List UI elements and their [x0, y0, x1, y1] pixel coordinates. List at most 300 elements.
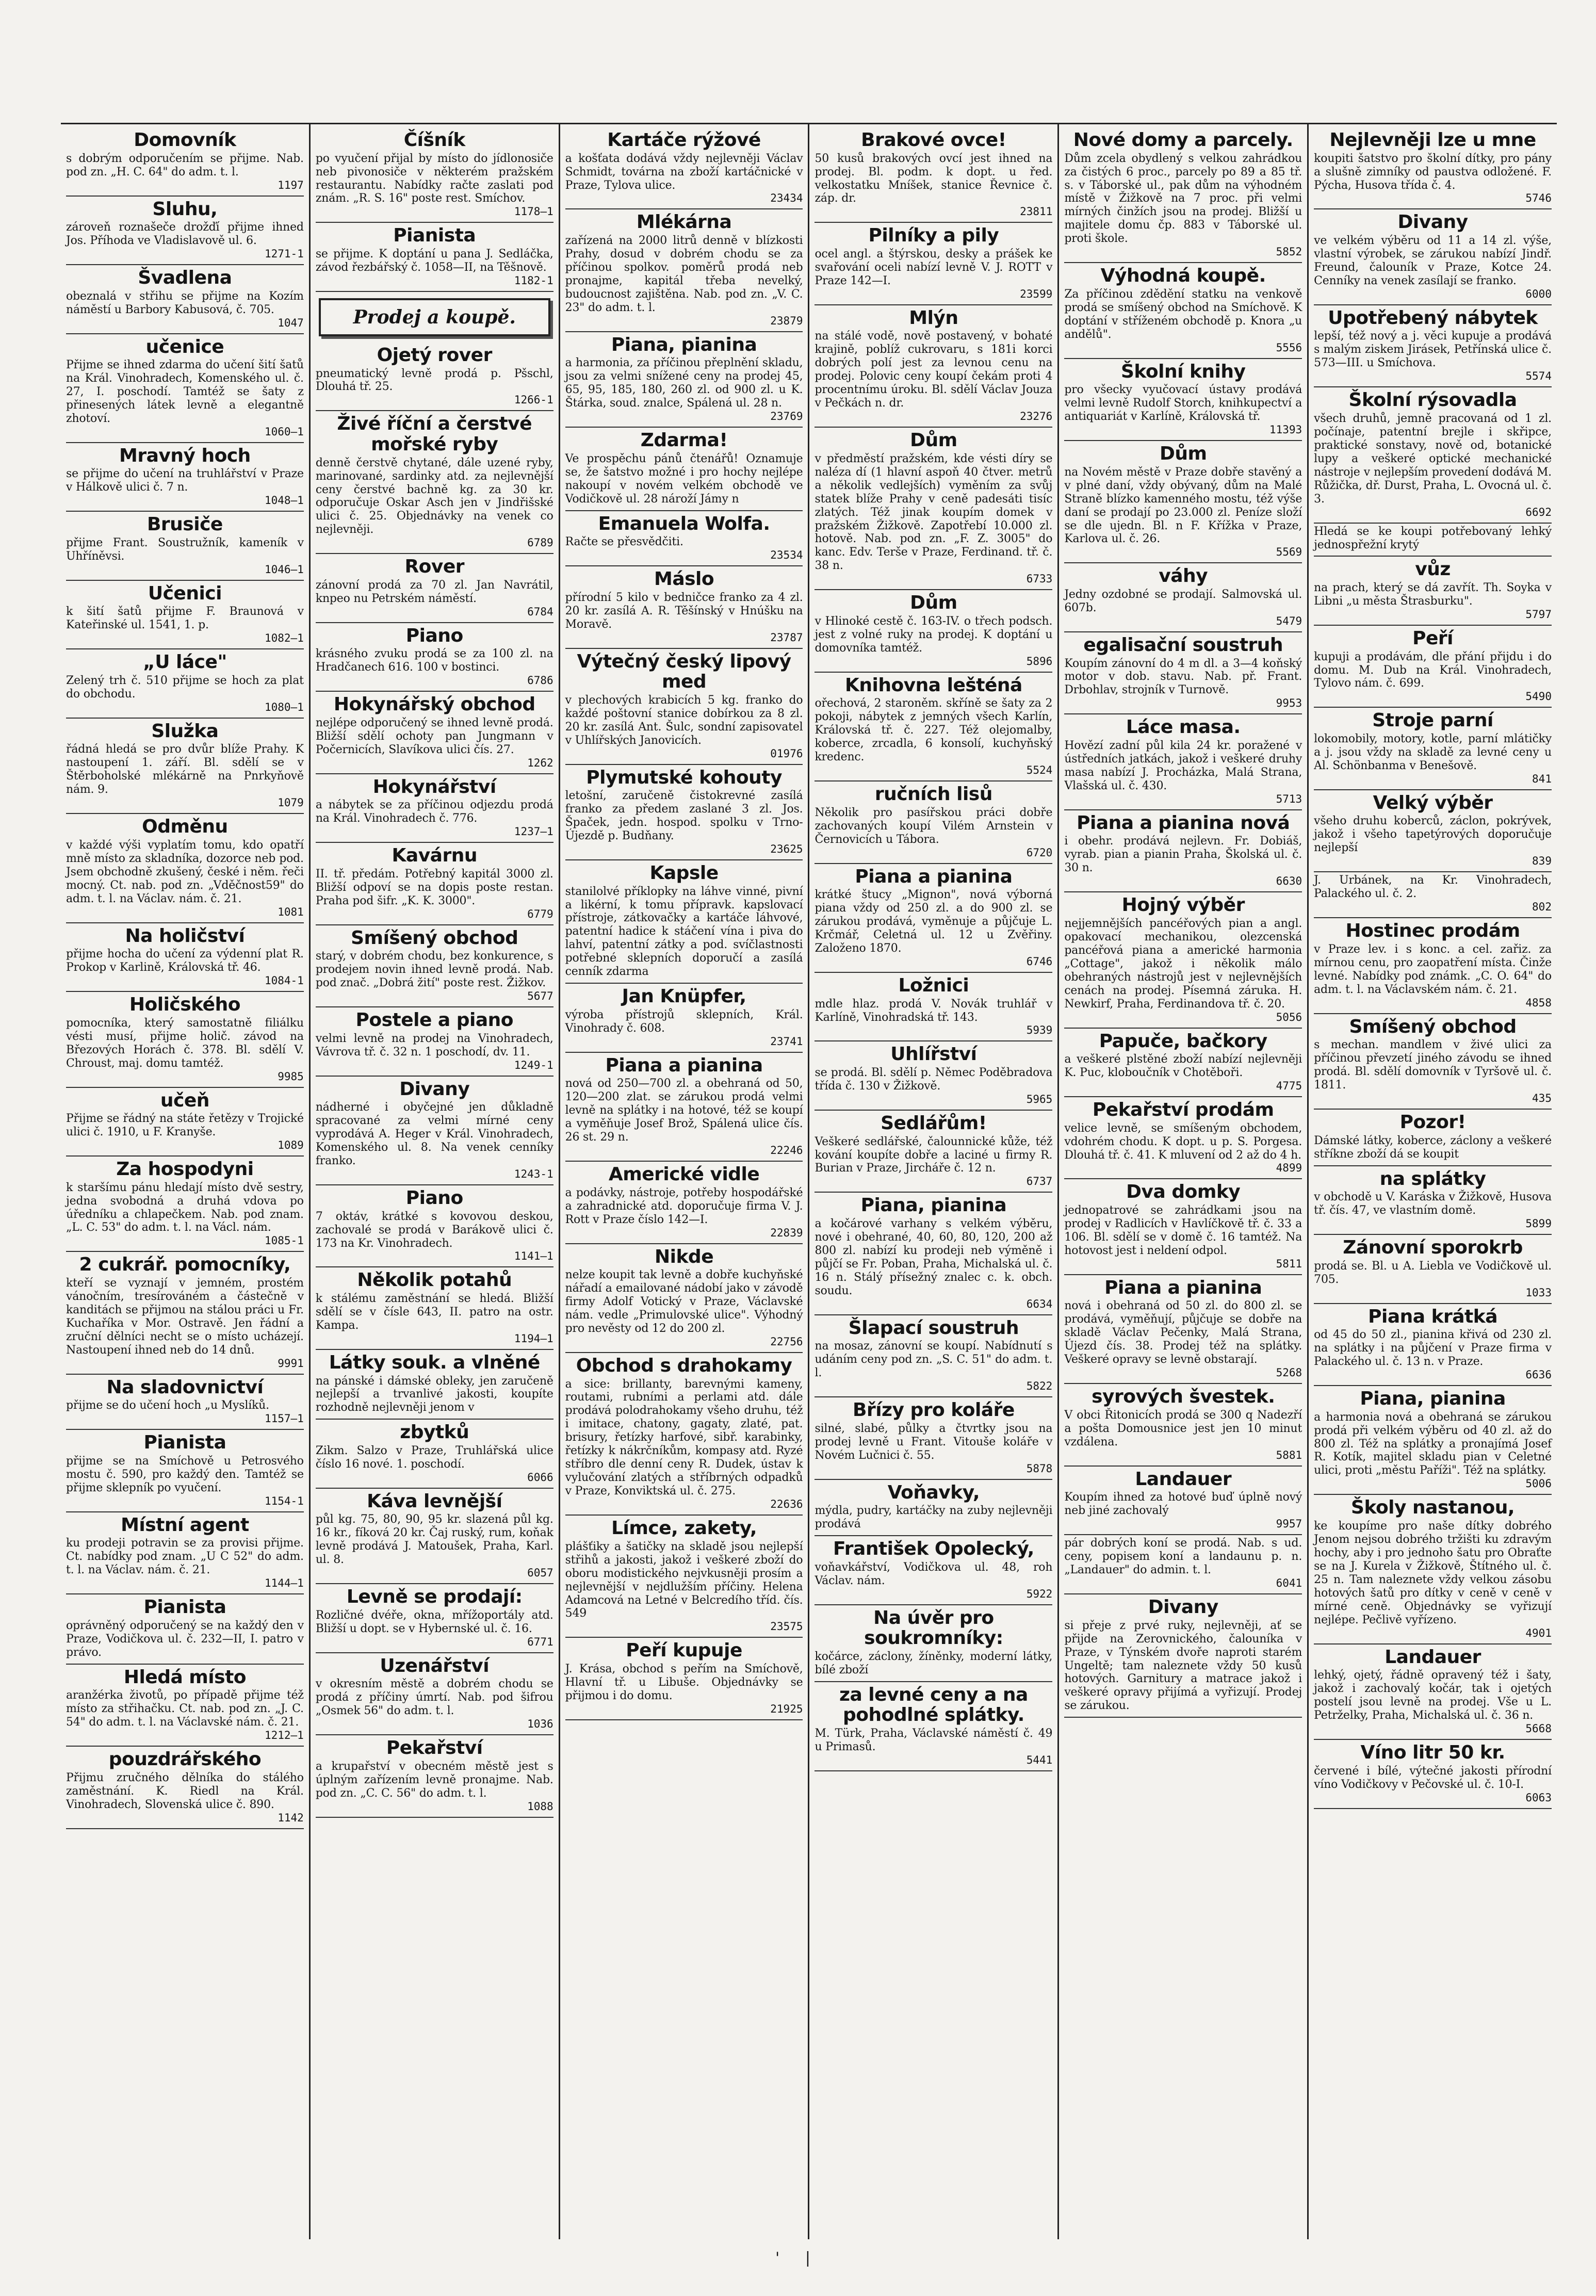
ad-reference-number: 22756 [770, 1335, 803, 1348]
classified-ad [1314, 1386, 1552, 1495]
ad-title: učenice [145, 336, 224, 357]
ad-body: mýdla, pudry, kartáčky na zuby nejlevněji prodává [815, 1504, 1053, 1531]
ad-title: Velký výběr [1373, 792, 1493, 813]
ad-body: v Hlinoké cestě č. 163-IV. o třech podsch. jest z volné ruky na prodej. K doptání u domovníka tamtéž. [815, 614, 1053, 655]
classified-ad [1314, 1110, 1552, 1166]
ad-reference-number: 6692 [1525, 506, 1552, 518]
classified-ad [1064, 441, 1302, 563]
classified-ad [565, 511, 803, 567]
ad-body: Za příčinou zdědění statku na venkově prodá se smíšený obchod na Smíchově. K doptání v stříženém obchodě p. Knora „u andělů". [1064, 287, 1302, 341]
ad-title: Piana a pianina [855, 866, 1013, 887]
ad-reference-number: 23575 [770, 1620, 803, 1633]
classified-ad [565, 209, 803, 332]
classified-ad [1314, 127, 1552, 209]
ad-reference-number: 1271-1 [264, 248, 304, 260]
classified-ad [815, 1536, 1052, 1605]
classified-ad [66, 443, 304, 512]
classified-ad [316, 1185, 553, 1267]
ad-title: Piana a pianina [1104, 1277, 1262, 1298]
ad-body: pro všecky vyučovací ústavy prodává velmi levně Rudolf Storch, knihkupectví a antiquariát v Karlíně, Královská tř. [1064, 383, 1302, 424]
ad-body: zároveň roznašeče drožďí přijme ihned Jos. Příhoda ve Vladislavově ul. 6. [66, 221, 304, 248]
ad-body: ku prodeji potravin se za provisi přijme. Ct. nabídky pod znam. „U C 52" do adm. t. l. na Václav. nám. č. 21. [66, 1537, 304, 1577]
classified-ad [1064, 1179, 1302, 1275]
ad-body: nová i obehraná od 50 zl. do 800 zl. se prodává, vyměňují, půjčuje se dobře na skladě Václav Pečenky, Malá Strana, Újezd čís. 38. Prodej též na splátky. Veškeré opravy se levně obstarají. [1064, 1299, 1302, 1366]
ad-title: Dům [910, 592, 957, 614]
classified-ad [1314, 1495, 1552, 1644]
ad-column-4 [809, 124, 1059, 2239]
ad-title: Peří kupuje [626, 1640, 742, 1662]
ad-title: Smíšený obchod [1349, 1016, 1517, 1037]
ad-reference-number: 1048—1 [264, 494, 304, 507]
ad-reference-number: 4901 [1525, 1626, 1552, 1639]
classified-ad [1314, 387, 1552, 523]
ad-body: a sice: brillanty, barevnými kameny, routami, rubními a perlami atd. dále prodává polodrahokamy všeho druhu, též i imitace, chatony, gagaty, zlaté, pat. brisury, řetízky harfové, sibř. karabinky, řetízky k nákrčníkům, kompasy atd. Ryzé stříbro dle denní ceny R. Dudek, ústav k vylučování zlatých a stříbrných odpadků v Praze, Konviktská ul. č. 275. [565, 1377, 803, 1498]
ad-body: denně čerstvě chytané, dále uzené ryby, marinované, sardinky atd. za nejlevnější ceny čerstvé bachně kg. za 30 kr. odporučuje Oskar Asch jen v Jindřišské ulici č. 25. Objednávky na venek co nejlevněji. [315, 456, 553, 536]
ad-reference-number: 1082—1 [264, 632, 304, 645]
ad-body: Ve prospěchu pánů čtenářů! Oznamuje se, že šatstvo možné i pro hochy nejlépe nakoupí v novém velkém obchodě ve Vodičkově ul. 28 nároží Jámy n [565, 452, 803, 506]
ad-body: přijme se do učení hoch „u Myslíků. [66, 1399, 269, 1412]
classified-ad [316, 1007, 553, 1077]
classified-ad [565, 1162, 803, 1244]
ad-title: Hostinec prodám [1345, 920, 1520, 942]
ad-body: v předměstí pražském, kde vésti díry se naléza dí (1 hlavní aspoň 40 čtver. metrů a několik vedlejších) vyměním za svůj statek blíže Prahy v ceně padesáti tisíc zlatých. Též jinak koupím domek v pražském Žižkově. Zapotřebí 10.000 zl. hotově. Nab. pod zn. „F. Z. 3005" do kanc. Edv. Terše v Praze, Ferdinand. tř. č. 38 n. [815, 452, 1053, 573]
ad-body: obeznalá v střihu se přijme na Kozím náměstí u Barbory Kabusová, č. 705. [66, 289, 304, 316]
classified-ad [66, 1512, 304, 1594]
ad-title: Americké vidle [608, 1164, 760, 1185]
ad-column-3 [560, 124, 810, 2239]
ad-reference-number: 5899 [1525, 1217, 1552, 1230]
ad-reference-number: 1089 [278, 1139, 304, 1152]
ad-body: řádná hledá se pro dvůr blíže Prahy. K nastoupení 1. září. Bl. sdělí se v Štěrboholské mlékárně na Pnrkyňově nám. 9. [66, 743, 304, 796]
classified-ad [66, 1665, 304, 1747]
ad-title: Piana a pianina [605, 1054, 763, 1076]
ad-body: velmi levně na prodej na Vinohradech, Vávrova tř. č. 32 n. 1 poschodí, dv. 11. [315, 1032, 553, 1059]
ad-reference-number: 9953 [1276, 697, 1302, 710]
ad-reference-number: 23276 [1020, 410, 1053, 423]
ad-title: Šlapací soustruh [848, 1317, 1019, 1339]
ad-title: Kavárnu [392, 845, 477, 867]
classified-ad [1314, 1644, 1552, 1740]
ad-body: J. Krása, obchod s peřím na Smíchově, Hlavní tř. u Libuše. Objednávky se přijmou i do domu. [565, 1663, 803, 1702]
ad-body: se přijme do učení na truhlářství v Praze v Hálkově ulici č. 7 n. [66, 467, 304, 494]
classified-ad [316, 1584, 553, 1653]
classified-ad [1314, 209, 1552, 305]
classified-ad [1314, 1014, 1552, 1110]
classified-ad [1314, 524, 1552, 557]
classified-ad [1064, 359, 1302, 441]
ad-column-5 [1059, 124, 1309, 2239]
ad-title: na splátky [1379, 1168, 1486, 1190]
classified-ad [815, 1041, 1052, 1111]
ad-reference-number: 1081 [278, 905, 304, 918]
ad-title: Mlýn [909, 307, 958, 329]
ad-body: letošní, zaručeně čistokrevné zasílá franko za předem zaslané 3 zl. Jos. Špaček, jedn. hospod. spolku v Trno-Újezdě p. Budňany. [565, 789, 803, 843]
classified-ad [565, 428, 803, 511]
ad-body: a krupařství v obecném městě jest s úplným zařízením levně pronajme. Nab. pod zn. „C. C. 56" do adm. t. l. [315, 1760, 553, 1800]
classified-ad [1314, 790, 1552, 872]
classified-ad [565, 127, 803, 209]
ad-title: Dům [910, 430, 957, 451]
page-footer-mark: ' | [775, 2249, 821, 2267]
classified-ad [66, 334, 304, 443]
ad-title: Výtečný český lipový med [577, 650, 791, 693]
ad-reference-number: 1178—1 [514, 205, 553, 218]
classified-ad [1314, 1166, 1552, 1235]
ad-reference-number: 1212—1 [264, 1729, 304, 1742]
classified-ad [316, 411, 553, 554]
ad-title: Hledá místo [123, 1666, 247, 1688]
ad-body: Hledá se ke koupi potřebovaný lehký jednospřežní krytý [1314, 525, 1552, 551]
ad-reference-number: 5556 [1276, 341, 1302, 354]
ad-title: vůz [1415, 559, 1451, 580]
ad-title: Pianista [393, 225, 476, 247]
classified-ad [66, 1594, 304, 1664]
classified-ad [815, 864, 1052, 973]
ad-column-1 [61, 124, 311, 2239]
classified-ad [1064, 1097, 1302, 1179]
ad-title: Pianista [143, 1432, 226, 1454]
classified-ad [815, 673, 1052, 781]
ad-body: na pánské i dámské obleky, jen zaručeně nejlepší a trvanlivé jakosti, koupíte rozhodně nejlevněji jenom v [315, 1374, 553, 1414]
section-banner: Prodej a koupě. [319, 298, 550, 336]
ad-reference-number: 23434 [770, 192, 803, 205]
ad-title: Voňavky, [887, 1481, 980, 1503]
classified-ad [1064, 632, 1302, 714]
ad-title: Hojný výběr [1121, 894, 1245, 916]
ad-body: nová od 250—700 zl. a obehraná od 50, 120—200 zlat. se zárukou prodá velmi levně na splátky i na hotové, též se koupí a vyměňuje Josef Brož, Spálená ulice čís. 26 st. 29 n. [565, 1077, 803, 1144]
classified-ad [815, 781, 1052, 864]
ad-title: Místní agent [121, 1514, 249, 1536]
ad-reference-number: 6057 [527, 1567, 553, 1579]
ad-body: na stálé vodě, nově postavený, v bohaté krajině, poblíž cukrovaru, s 181i korci dobrých polí jest za levnou cenu na prodej. Polovic ceny koupí čekám proti 4 procentnímu úroku. Bl. sdělí Václav Jouza v Pečkách n. dr. [815, 330, 1053, 410]
ad-title: Odměnu [142, 816, 228, 838]
classified-ad [565, 984, 803, 1053]
classified-ad [815, 1193, 1052, 1315]
ad-body: aranžérka životů, po případě přijme též místo za střihačku. Ct. nab. pod zn. „J. C. 54" do adm. t. l. na Václavské nám. č. 21. [66, 1689, 304, 1729]
ad-title: Papuče, bačkory [1099, 1030, 1267, 1052]
ad-reference-number: 5797 [1525, 608, 1552, 621]
ad-body: zánovní prodá za 70 zl. Jan Navrátil, knpeo nu Petrském náměstí. [315, 578, 553, 605]
ad-title: Pianista [143, 1597, 226, 1618]
ad-body: Dámské látky, koberce, záclony a veškeré stříkne zboží dá se koupit [1314, 1134, 1552, 1161]
classified-ad [1064, 1029, 1302, 1098]
ad-reference-number: 5677 [527, 990, 553, 1003]
ad-body: oprávněný odporučený se na každý den v Praze, Vodičkova ul. č. 232—II, I. patro v právo. [66, 1619, 304, 1659]
ad-body: Několik pro pasířskou práci dobře zachovaných koupí Vilém Arnstein v Černovicích u Tábora. [815, 806, 1053, 846]
ad-reference-number: 9991 [278, 1357, 304, 1370]
ad-title: Piana, pianina [1360, 1388, 1506, 1410]
ad-reference-number: 5852 [1276, 246, 1302, 258]
ad-reference-number: 1080—1 [264, 701, 304, 713]
classified-ad [1314, 1235, 1552, 1304]
classified-ad [815, 127, 1052, 223]
ad-body: Přijme se řádný na státe řetězy v Trojické ulici č. 1910, u F. Kranyše. [66, 1112, 304, 1139]
ad-column-6 [1309, 124, 1557, 2239]
ad-body: koupiti šatstvo pro školní dítky, pro pány a slušně zimníky od paustva odložené. F. Pýcha, Husova třída č. 4. [1314, 152, 1552, 192]
classified-ad [316, 1267, 553, 1349]
ad-reference-number: 5881 [1276, 1448, 1302, 1461]
ad-body: silné, slabé, půlky a čtvrtky jsou na prodej levně u Frant. Vitouše koláře v Novém Lučnici č. 55. [815, 1422, 1053, 1462]
ad-reference-number: 1033 [1525, 1286, 1552, 1299]
ad-title: Domovník [134, 129, 236, 151]
classified-ad [1314, 872, 1552, 918]
ad-body: pneumatický levně prodá p. Pšschl, Dlouhá tř. 25. [315, 367, 553, 394]
classified-ad [316, 1489, 553, 1584]
classified-ad [1064, 263, 1302, 359]
ad-body: Zelený trh č. 510 přijme se hoch za plat do obchodu. [66, 674, 304, 701]
ad-body: velice levně, se smíšeným obchodem, vdohrém chodu. K dopt. u p. S. Porgesa. Dlouhá tř. č. 41. K mluvení od 2 až do 4 h. [1064, 1121, 1302, 1162]
ad-body: po vyučení přijal by místo do jídlonosiče neb pivonosiče v některém pražském restaurantu. Nabídky račte zaslati pod znám. „R. S. 16" poste rest. Smíchov. [315, 152, 553, 205]
ad-title: Školní knihy [1120, 361, 1246, 382]
classified-ad [815, 973, 1052, 1042]
ad-body: nejlépe odporučený se ihned levně prodá. Bližší sdělí ochoty pan Jungmann v Počernicích, Slavíkova ulici čís. 27. [315, 716, 553, 756]
ad-body: na Novém městě v Praze dobře stavěný a v plné daní, vždy obývaný, dům na Malé Straně blízko kamenného mostu, též výše daní se prodají po 23.000 zl. Peníze složí se dle ujedn. Bl. n F. Křížka v Praze, Karlova ul. č. 26. [1064, 465, 1302, 546]
classified-ad [1064, 1594, 1302, 1718]
ad-title: Pekařství prodám [1092, 1099, 1274, 1121]
ad-body: Koupím ihned za hotové buď úplně nový neb jiné zachovalý [1064, 1491, 1302, 1518]
ad-reference-number: 1036 [527, 1718, 553, 1731]
ad-reference-number: 5268 [1276, 1366, 1302, 1379]
ad-title: Uhlířství [890, 1044, 977, 1065]
ad-body: půl kg. 75, 80, 90, 95 kr. slazená půl kg. 16 kr., fíková 20 kr. Čaj ruský, rum, koňak levně prodává J. Matoušek, Praha, Karl. ul. 8. [315, 1513, 553, 1567]
ad-body: na mosaz, zánovní se koupí. Nabídnutí s udáním ceny pod zn. „S. C. 51" do adm. t. l. [815, 1340, 1053, 1380]
ad-title: Divany [1148, 1597, 1218, 1618]
ad-title: Pilníky a pily [868, 225, 999, 247]
ad-reference-number: 5006 [1525, 1477, 1552, 1490]
classified-ad [66, 1747, 304, 1829]
ad-reference-number: 5569 [1276, 546, 1302, 559]
classified-ad [66, 1252, 304, 1374]
ad-title: Piana a pianina nová [1077, 812, 1290, 834]
ad-title: Landauer [1135, 1468, 1232, 1490]
ad-reference-number: 5965 [1026, 1093, 1053, 1105]
ad-reference-number: 5490 [1525, 690, 1552, 703]
ad-body: kupuji a prodávám, dle přání přijdu i do domu. M. Dub na Král. Vinohradech, Tylovo nám. č. 699. [1314, 650, 1552, 690]
ad-body: s dobrým odporučením se přijme. Nab. pod zn. „H. C. 64" do adm. t. l. [66, 152, 304, 178]
ad-reference-number: 1154-1 [264, 1494, 304, 1507]
ad-title: egalisační soustruh [1083, 634, 1283, 656]
ad-body: k šití šatů přijme F. Braunová v Kateřinské ul. 1541, 1. p. [66, 605, 304, 632]
ad-title: Látky souk. a vlněné [329, 1351, 540, 1373]
ad-title: Živé říční a čerstvé mořské ryby [337, 413, 532, 455]
ad-title: Za hospodyni [116, 1159, 254, 1180]
classified-ad [565, 332, 803, 428]
classified-ad [815, 428, 1052, 590]
ad-reference-number: 1249-1 [514, 1059, 553, 1071]
ad-body: lepší, též nový a j. věci kupuje a prodává s malým ziskem Jirásek, Petřínská ulice č. 573—III. u Smíchova. [1314, 330, 1552, 370]
ad-title: Sluhu, [152, 198, 218, 220]
ad-body: Dům zcela obydlený s velkou zahrádkou za čistých 6 proc., parcely po 89 a 85 tř. s. v Táborské ul., pak dům na výhodném místě v Žižkově na 7 proc. při velmi mírných činžích jsou na prodej. Bližší u majitele domu čp. 883 v Táborské ul. proti škole. [1064, 152, 1302, 246]
classified-ad [66, 992, 304, 1087]
ad-body: všeho druhu koberců, záclon, pokrývek, jakož i všeho tapetýrových doporučuje nejlepší [1314, 815, 1552, 855]
ad-reference-number: 5713 [1276, 792, 1302, 805]
ad-body: pomocníka, který samostatně filiálku vésti musí, přijme holič. závod na Březových Horách č. 378. Bl. sdělí V. Chroust, maj. domu tamtéž. [66, 1016, 304, 1070]
ad-title: Kapsle [649, 862, 719, 884]
ad-body: starý, v dobrém chodu, bez konkurence, s prodejem novin ihned levně prodá. Nab. pod znač. „Dobrá žití" poste rest. Žižkov. [315, 950, 553, 990]
classified-ad [66, 512, 304, 581]
ad-reference-number: 6746 [1026, 955, 1053, 968]
ad-title: Máslo [654, 568, 714, 590]
ad-reference-number: 839 [1532, 855, 1552, 868]
ad-title: pouzdrářského [108, 1749, 262, 1770]
ad-title: Na úvěr pro soukromníky: [864, 1607, 1003, 1649]
ad-reference-number: 1046—1 [264, 563, 304, 576]
classified-ad [66, 265, 304, 334]
classified-ad [815, 590, 1052, 672]
classified-sheet [61, 123, 1557, 2239]
ad-body: ořechová, 2 staroněm. skříně se šaty za 2 pokoji, nábytek z jemných všech Karlín, Královská tř. č. 227. Též olejomalby, koberce, zrcadla, 6 konsolí, kuchyňský kredenc. [815, 697, 1053, 764]
classified-ad [66, 581, 304, 650]
ad-title: Víno litr 50 kr. [1360, 1742, 1505, 1763]
ad-body: kočárce, záclony, žíněnky, moderní látky, bílé zboží [815, 1650, 1053, 1676]
ad-reference-number: 5746 [1525, 192, 1552, 205]
ad-title: Brusiče [146, 514, 223, 535]
ad-reference-number: 5896 [1026, 655, 1053, 667]
classified-ad [66, 814, 304, 923]
classified-ad [316, 554, 553, 623]
ad-reference-number: 5668 [1525, 1722, 1552, 1735]
classified-ad [565, 765, 803, 860]
ad-reference-number: 6720 [1026, 846, 1053, 859]
ad-reference-number: 6041 [1276, 1577, 1302, 1590]
ad-reference-number: 23625 [770, 842, 803, 855]
ad-reference-number: 6771 [527, 1635, 553, 1648]
ad-title: syrových švestek. [1092, 1386, 1275, 1408]
ad-title: Emanuela Wolfa. [598, 513, 770, 534]
ad-title: Mravný hoch [119, 445, 251, 466]
ad-reference-number: 4858 [1525, 996, 1552, 1009]
classified-ad [66, 197, 304, 266]
classified-ad [316, 223, 553, 292]
ad-body: si přeje z prvé ruky, nejlevněji, ať se přijde na Zerovnického, čalouníka v Praze, v Týnském dvoře naproti starém Ungeltě; tam naleznete vždy 50 kusů hotových. Garnitury a matrace jakož i veškeré opravy přijímá a vyřizují. Prodej se zárukou. [1064, 1619, 1302, 1713]
ad-reference-number: 1243-1 [514, 1168, 553, 1181]
ad-body: ve velkém výběru od 11 a 14 zl. výše, vlastní výrobek, se zárukou nabízí Jindř. Freund, čalouník v Praze, Kotce 24. Cenníky na venek zasílají se franko. [1314, 234, 1552, 287]
ad-title: Divany [1397, 211, 1468, 233]
classified-ad [565, 649, 803, 765]
ad-body: M. Türk, Praha, Václavské náměstí č. 49 u Primasů. [815, 1727, 1053, 1753]
ad-title: Školní rýsovadla [1348, 389, 1517, 411]
ad-body: mdle hlaz. prodá V. Novák truhlář v Karlíně, Vinohradská tř. 143. [815, 997, 1053, 1024]
ad-body: Přijmu zručného dělníka do stálého zaměstnání. K. Riedl na Král. Vinohradech, Slovenská ulice č. 890. [66, 1771, 304, 1811]
ad-body: přijme se na Smíchově u Petrosvého mostu č. 590, pro každý den. Tamtéž se přijme sklepník po vyučení. [66, 1454, 304, 1494]
ad-title: Rover [404, 556, 465, 578]
ad-reference-number: 5479 [1276, 614, 1302, 627]
ad-body: voňavkářství, Vodičkova ul. 48, roh Václav. nám. [815, 1560, 1053, 1587]
classified-ad [565, 860, 803, 984]
ad-title: Na sladovnictví [106, 1376, 264, 1398]
ad-body: Jedny ozdobné se prodají. Salmovská ul. 607b. [1064, 588, 1302, 614]
ad-reference-number: 6630 [1276, 875, 1302, 888]
ad-reference-number: 9985 [278, 1070, 304, 1083]
ad-body: Zikm. Salzo v Praze, Truhlářská ulice číslo 16 nové. 1. poschodí. [315, 1444, 553, 1471]
classified-ad [815, 1397, 1052, 1479]
classified-ad [565, 1053, 803, 1162]
ad-title: Peří [1412, 627, 1453, 649]
classified-ad [565, 1516, 803, 1638]
ad-title: Hokynářský obchod [333, 694, 535, 715]
ad-body: nádherné i obyčejné jen důkladně spracované za velmi mírné ceny vyprodává A. Heger v Král. Vinohradech, Komenského ul. 8. Na venek cenníky franko. [315, 1101, 553, 1168]
ad-title: Postele a piano [355, 1009, 514, 1031]
ad-title: Pozor! [1399, 1112, 1466, 1133]
ad-title: Smíšený obchod [351, 927, 518, 949]
ad-title: Piana krátká [1368, 1306, 1497, 1327]
ad-reference-number: 9957 [1276, 1518, 1302, 1530]
ad-body: kteří se vyznají v jemném, prostém vánočním, tresírováném a částečně v kanditách se přijmou na stálou práci u Fr. Kuchaříka v Mor. Ostravě. Jen řádní a zruční dělníci necht se o místo ucházejí. Nastoupení ihned neb do 14 dnů. [66, 1277, 304, 1357]
classified-ad [815, 1682, 1052, 1771]
ad-body: v obchodě u V. Karáska v Žižkově, Husova tř. čís. 47, ve vlastním domě. [1314, 1191, 1552, 1217]
ad-reference-number: 6066 [527, 1471, 553, 1484]
ad-body: jednopatrové se zahrádkami jsou na prodej v Radlicích v Havlíčkově tř. č. 33 a 106. Bl. sdělí se v domě č. 16 tamtéž. Na hotovost jest i neldení odpol. [1064, 1204, 1302, 1257]
ad-reference-number: 1088 [527, 1800, 553, 1813]
ad-reference-number: 435 [1532, 1092, 1552, 1105]
ad-reference-number: 6634 [1026, 1297, 1053, 1310]
classified-ad [565, 566, 803, 648]
ad-reference-number: 802 [1532, 901, 1552, 914]
ad-title: Sedlářům! [881, 1112, 987, 1134]
classified-ad [66, 1375, 304, 1430]
ad-reference-number: 5822 [1026, 1380, 1053, 1393]
classified-ad [66, 127, 304, 197]
classified-ad [815, 1111, 1052, 1193]
classified-ad [1314, 557, 1552, 626]
ad-body: stanilolvé příklopky na láhve vinné, pivní a likérní, k tomu přípravk. kapslovací přístroje, zátkovačky a kartáče láhvové, patentní hadice k stáčení vína i piva do lahví, patentní zátky a pod. svíčlastnosti potřebné sklepních doporučí a zasílá cenník zdarma [565, 885, 803, 979]
ad-reference-number: 1085-1 [264, 1234, 304, 1247]
ad-reference-number: 6636 [1525, 1369, 1552, 1381]
ad-body: červené i bílé, výtečné jakosti přírodní víno Vodičkovy v Pečovské ul. č. 10-I. [1314, 1764, 1552, 1791]
ad-title: František Opolecký, [833, 1538, 1034, 1560]
ad-body: prodá se. Bl. u A. Liebla ve Vodičkově ul. 705. [1314, 1259, 1552, 1286]
classified-ad [815, 1315, 1052, 1397]
classified-ad [1064, 127, 1302, 263]
ad-body: a nábytek se za příčinou odjezdu prodá na Král. Vinohradech č. 776. [315, 799, 553, 825]
ad-body: V obci Řitonicích prodá se 300 q Nadezří a pošta Domousnice jest jen 10 minut vzdálena. [1064, 1408, 1302, 1448]
ad-body: J. Urbánek, na Kr. Vinohradech, Palackého ul. č. 2. [1314, 874, 1552, 901]
ad-title: Plymutské kohouty [586, 767, 782, 788]
ad-body: a podávky, nástroje, potřeby hospodářské a zahradnické atd. doporučuje firma V. J. Rott v Praze číslo 142—I. [565, 1186, 803, 1226]
ad-title: Obchod s drahokamy [576, 1355, 792, 1376]
ad-title: Školy nastanou, [1351, 1497, 1515, 1519]
ad-title: Levně se prodají: [346, 1586, 523, 1608]
ad-body: s mechan. mandlem v živé ulici za příčinou převzetí jiného závodu se ihned prodá. Bl. sdělí domovník v Tyršově ul. č. 1811. [1314, 1038, 1552, 1092]
ad-reference-number: 1237—1 [514, 825, 553, 838]
ad-body: přijme hocha do učení za výdenní plat R. Prokop v Karlině, Královská tř. 46. [66, 948, 304, 974]
classified-ad [1064, 1384, 1302, 1466]
ad-reference-number: 1141—1 [514, 1250, 553, 1263]
ad-title: Piana, pianina [860, 1195, 1007, 1216]
ad-reference-number: 5574 [1525, 370, 1552, 383]
ad-reference-number: 6784 [527, 605, 553, 618]
ad-reference-number: 5811 [1276, 1257, 1302, 1270]
classified-ad [1064, 892, 1302, 1028]
ad-title: Služka [151, 720, 219, 742]
ad-title: „U láce" [143, 652, 227, 673]
ad-title: Ložnici [898, 974, 969, 996]
ad-title: Jan Knüpfer, [622, 986, 746, 1007]
classified-ad [1064, 810, 1302, 892]
ad-title: Břízy pro koláře [853, 1399, 1015, 1421]
ad-title: Knihovna lešténá [844, 674, 1022, 696]
ad-reference-number: 6733 [1026, 573, 1053, 585]
ad-reference-number: 5878 [1026, 1462, 1053, 1475]
ad-reference-number: 1144—1 [264, 1577, 304, 1590]
ad-title: Uzenářství [380, 1655, 490, 1676]
ad-body: lehký, ojetý, řádně opravený též i šaty, jakož i zachovalý kočár, tak i ojetých postelí jsou levně na prodej. Vše u L. Petrželky, Praha, Michalská ul. č. 36 n. [1314, 1669, 1552, 1722]
ad-body: v okresním městě a dobrém chodu se prodá z příčiny úmrtí. Nab. pod šifrou „Osmek 56" do adm. t. l. [315, 1678, 553, 1718]
ad-title: Pekařství [386, 1737, 483, 1759]
ad-reference-number: 23787 [770, 631, 803, 644]
ad-title: Zdarma! [640, 430, 728, 451]
classified-ad [66, 649, 304, 719]
